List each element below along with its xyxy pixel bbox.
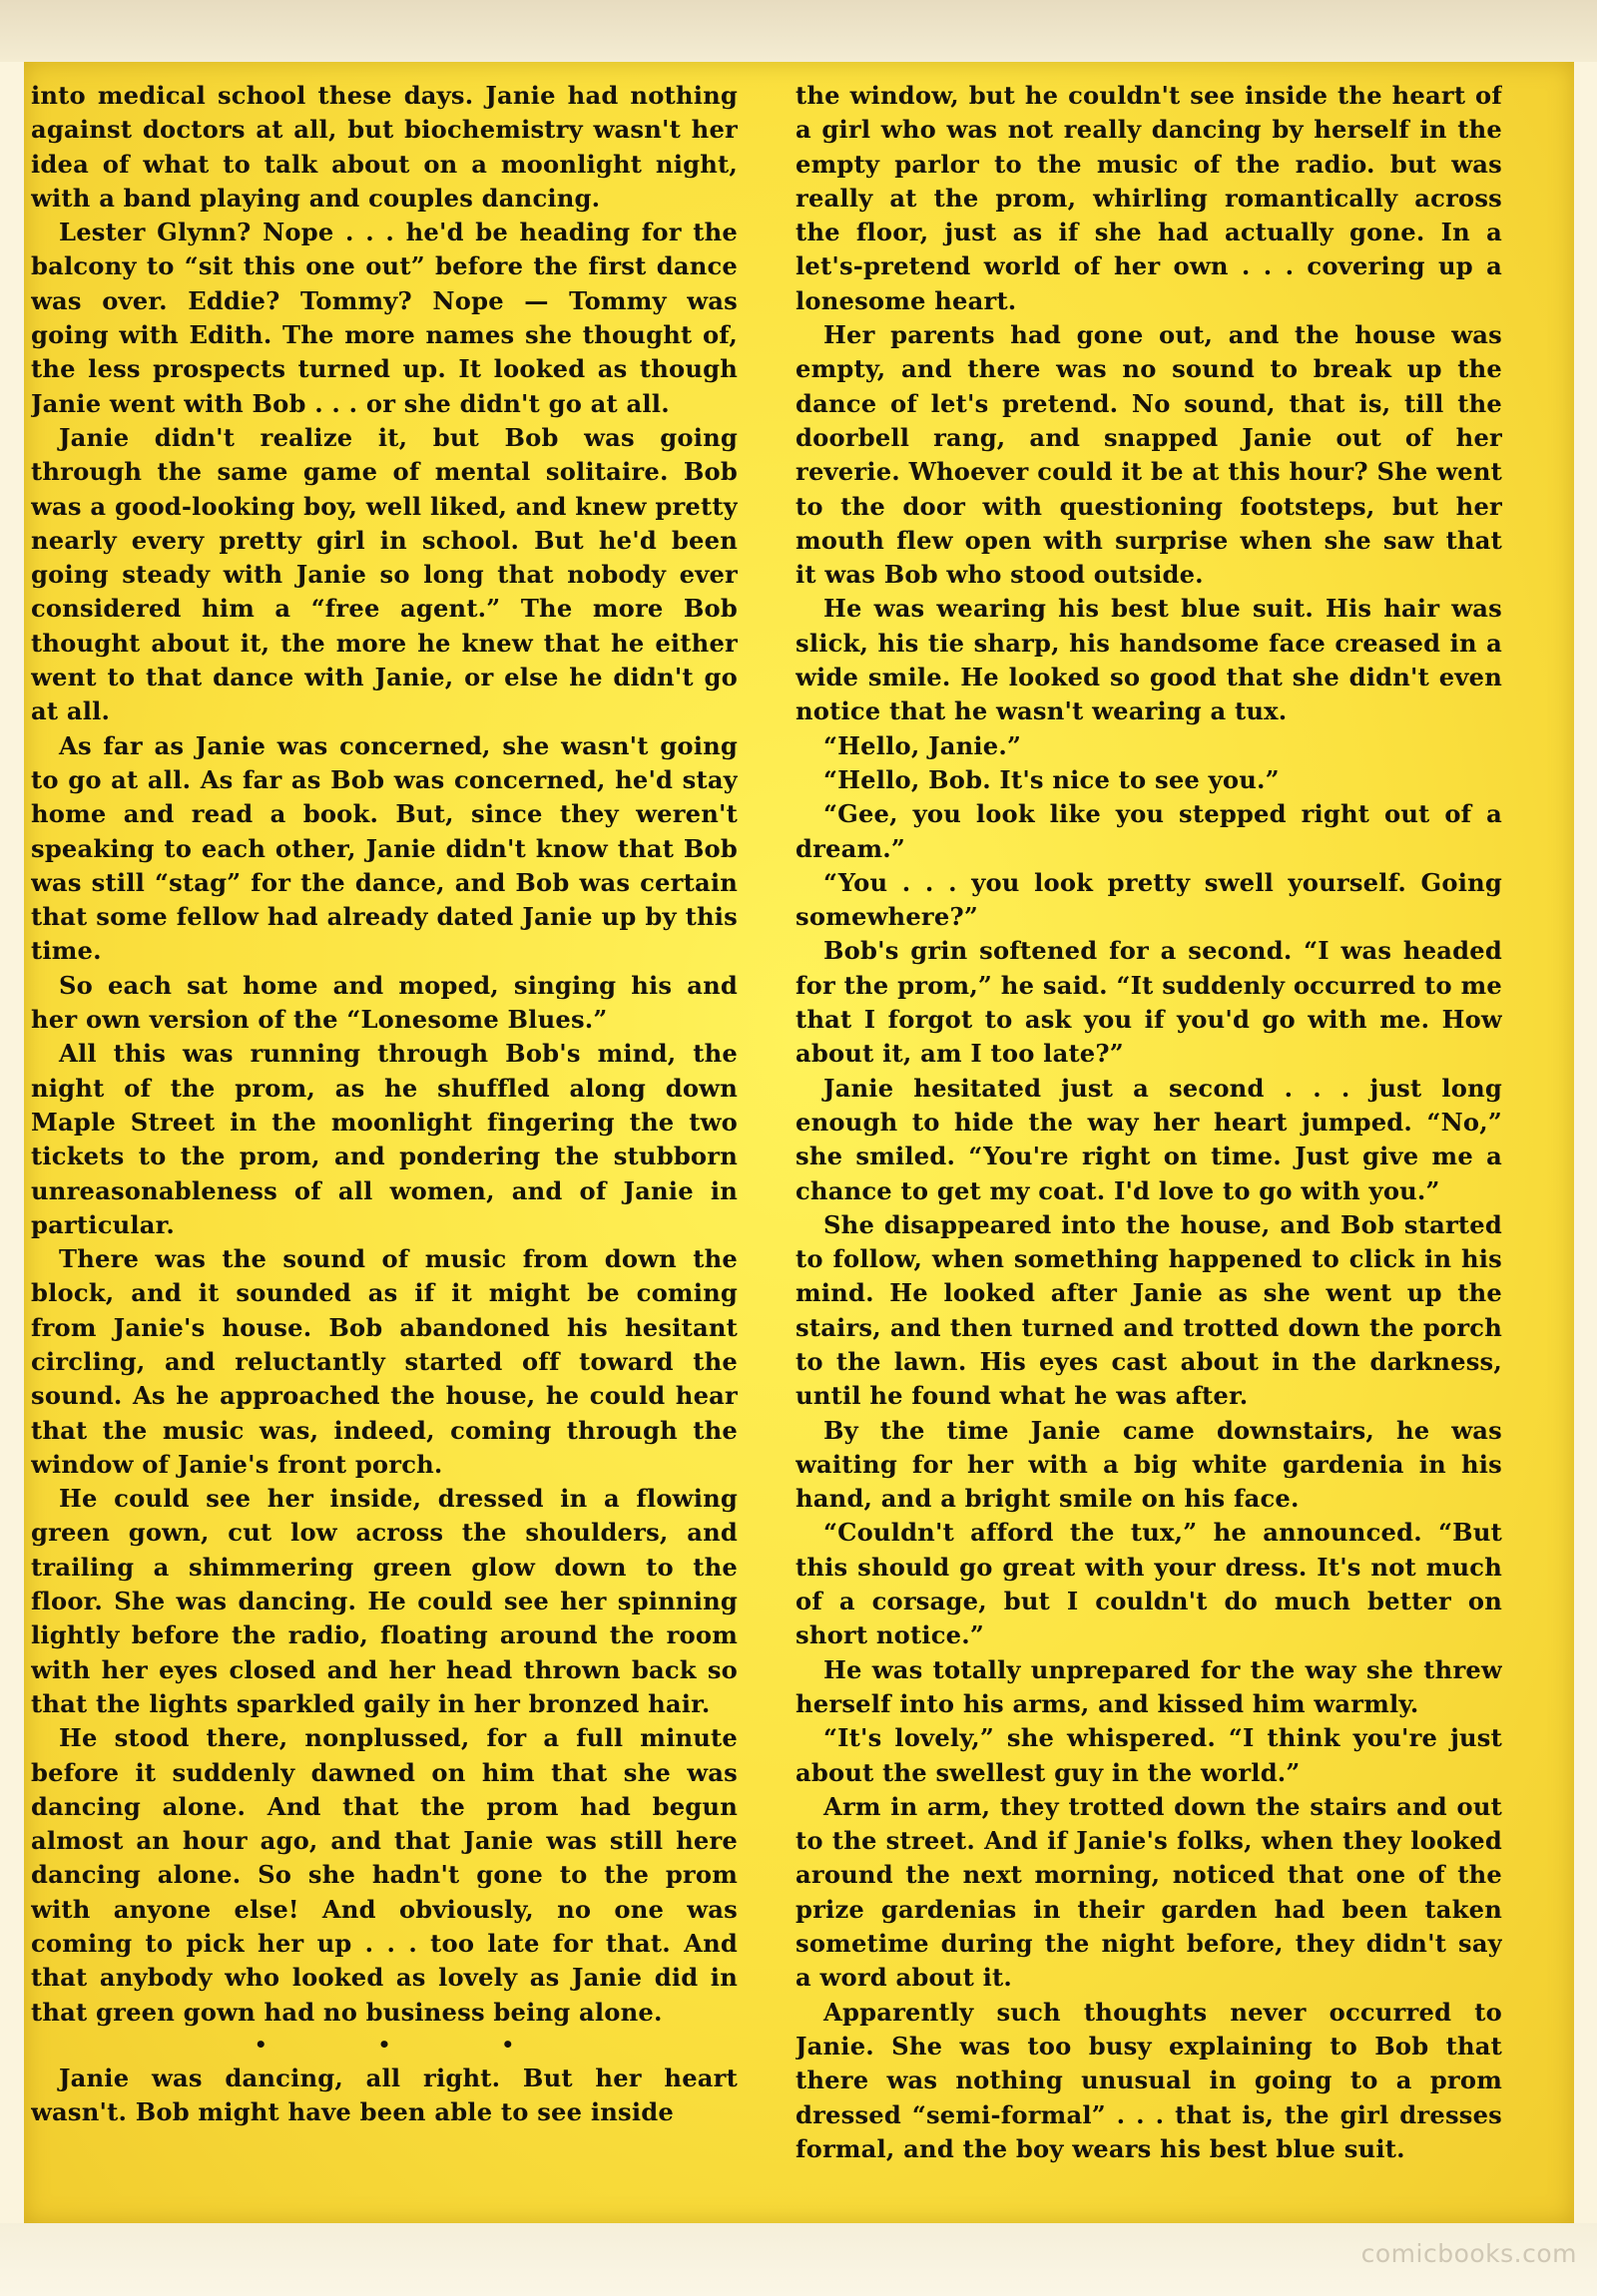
story-paragraph: Janie was dancing, all right. But her heart wasn't. Bob might have been able to see inside: [31, 2063, 738, 2127]
story-paragraph: As far as Janie was concerned, she wasn't going to go at all. As far as Bob was concerned, he'd stay home and read a book. But, since they weren't speaking to each other, Janie didn't know that Bob was still “stag” for the dance, and Bob was certain that some fellow had already dated Janie up by this time.: [31, 730, 738, 966]
story-paragraph: By the time Janie came downstairs, he was waiting for her with a big white gardenia in his hand, and a bright smile on his face.: [796, 1415, 1502, 1514]
story-paragraph: “You . . . you look pretty swell yourself. Going somewhere?”: [796, 867, 1502, 932]
story-paragraph: He stood there, nonplussed, for a full minute before it suddenly dawned on him that she was dancing alone. And that the prom had begun almost an hour ago, and that Janie was still here dancing alone. So she hadn't gone to the prom with anyone else! And obviously, no one was coming to pick her up . . . too late for that. And that anybody who looked as lovely as Janie did in that green gown had no business being alone.: [31, 1723, 738, 2027]
story-paragraph: Bob's grin softened for a second. “I was headed for the prom,” he said. “It suddenly occurred to me that I forgot to ask you if you'd go with me. How about it, am I too late?”: [796, 936, 1502, 1069]
story-paragraph: So each sat home and moped, singing his and her own version of the “Lonesome Blues.”: [31, 970, 738, 1035]
story-paragraph: “Hello, Bob. It's nice to see you.”: [823, 764, 1280, 794]
story-paragraph: Arm in arm, they trotted down the stairs and out to the street. And if Janie's folks, when they looked around the next morning, noticed that one of the prize gardenias in their garden had been taken sometime during the night before, they didn't say a word about it.: [796, 1791, 1502, 1993]
story-paragraph: There was the sound of music from down the block, and it sounded as if it might be coming from Janie's house. Bob abandoned his hesitant circling, and reluctantly started off toward the sound. As he approached the house, he could hear that the music was, indeed, coming through the window of Janie's front porch.: [31, 1244, 738, 1479]
story-paragraph: Janie hesitated just a second . . . just long enough to hide the way her heart jumped. “No,” she smiled. “You're right on time. Just give me a chance to get my coat. I'd love to go with you.”: [796, 1073, 1502, 1205]
story-paragraph: All this was running through Bob's mind, the night of the prom, as he shuffled along down Maple Street in the moonlight fingering the two tickets to the prom, and pondering the stubborn unreasonableness of all women, and of Janie in particular.: [31, 1039, 738, 1239]
site-watermark: comicbooks.com: [1360, 2239, 1577, 2268]
yellowed-text-page: [24, 62, 1574, 2223]
section-break-dots: • • •: [254, 2032, 567, 2057]
story-paragraph: Lester Glynn? Nope . . . he'd be heading for the balcony to “sit this one out” before the first dance was over. Eddie? Tommy? Nope — Tommy was going with Edith. The more names she thought of, the less prospects turned up. It looked as though Janie went with Bob . . . or she didn't go at all.: [31, 218, 738, 418]
story-paragraph: “Hello, Janie.”: [823, 730, 1022, 760]
right-text-column: [796, 79, 1502, 2214]
story-paragraph: “It's lovely,” she whispered. “I think you're just about the swellest guy in the world.”: [796, 1723, 1502, 1787]
story-paragraph: He was wearing his best blue suit. His hair was slick, his tie sharp, his handsome face creased in a wide smile. He looked so good that she didn't even notice that he wasn't wearing a tux.: [796, 594, 1502, 726]
story-paragraph: “Gee, you look like you stepped right out of a dream.”: [796, 799, 1502, 863]
story-paragraph: the window, but he couldn't see inside the heart of a girl who was not really dancing by herself in the empty parlor to the music of the radio. but was really at the prom, whirling romantically across the floor, just as if she had actually gone. In a let's-pretend world of her own . . . covering up a lonesome heart.: [796, 81, 1502, 315]
story-paragraph: He was totally unprepared for the way she threw herself into his arms, and kissed him warmly.: [796, 1654, 1502, 1718]
story-paragraph: He could see her inside, dressed in a flowing green gown, cut low across the shoulders, and trailing a shimmering green glow down to the floor. She was dancing. He could see her spinning lightly before the radio, floating around the room with her eyes closed and her head thrown back so that the lights sparkled gaily in her bronzed hair.: [31, 1484, 738, 1718]
story-paragraph: “Couldn't afford the tux,” he announced. “But this should go great with your dress. It's not much of a corsage, but I couldn't do much better on short notice.”: [796, 1518, 1502, 1650]
left-text-column: [31, 79, 738, 2214]
story-paragraph: She disappeared into the house, and Bob started to follow, when something happened to click in his mind. He looked after Janie as she went up the stairs, and then turned and trotted down the porch to the lawn. His eyes cast about in the darkness, until he found what he was after.: [796, 1209, 1502, 1411]
page-top-edge: [0, 0, 1597, 62]
story-paragraph: Janie didn't realize it, but Bob was going through the same game of mental solitaire. Bob was a good-looking boy, well liked, and knew pretty nearly every pretty girl in school. But he'd been going steady with Janie so long that nobody ever considered him a “free agent.” The more Bob thought about it, the more he knew that he either went to that dance with Janie, or else he didn't go at all.: [31, 422, 738, 726]
story-paragraph: Her parents had gone out, and the house was empty, and there was no sound to break up the dance of let's pretend. No sound, that is, till the doorbell rang, and snapped Janie out of her reverie. Whoever could it be at this hour? She went to the door with questioning footsteps, but her mouth flew open with surprise when she saw that it was Bob who stood outside.: [796, 320, 1502, 590]
story-paragraph: Apparently such thoughts never occurred to Janie. She was too busy explaining to Bob that there was nothing unusual in going to a prom dressed “semi-formal” . . . that is, the girl dresses formal, and the boy wears his best blue suit.: [796, 1997, 1502, 2163]
story-paragraph: into medical school these days. Janie had nothing against doctors at all, but biochemistry wasn't her idea of what to talk about on a moonlight night, with a band playing and couples dancing.: [31, 81, 738, 213]
